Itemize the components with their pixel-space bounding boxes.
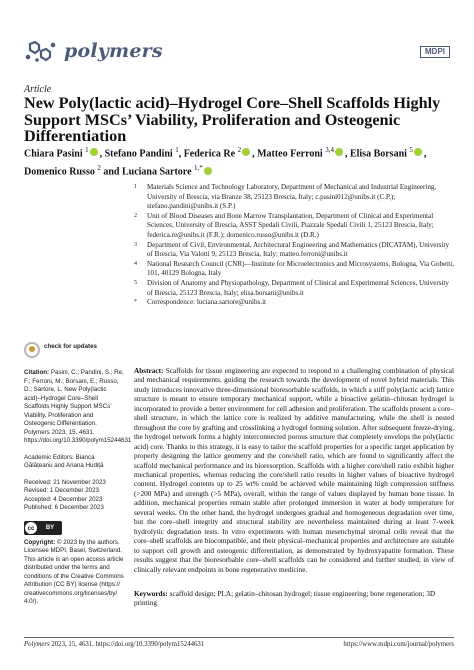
article-type: Article [24, 84, 52, 95]
affiliation-item [134, 183, 454, 212]
author-name[interactable]: Elisa Borsani [349, 148, 407, 160]
affiliation-number: * [134, 299, 137, 306]
author-list: Chiara Pasini $^1$ , Stefano Pandini $^1$, Federica Re $^2$ , Matteo Ferroni $^{3,4}$ , Elisa Borsani $^5$ , Domenico Russo $^2$ and Luciana Sartore $^{1,*}$ [24, 146, 427, 178]
copyright-block [24, 539, 124, 607]
cc-icon: cc [24, 521, 38, 535]
cc-by-license-icon[interactable] [24, 521, 62, 535]
revised-date: Revised: 1 December 2023 [24, 487, 99, 494]
affiliation-text: National Research Council (CNR)—Institute for Microelectronics and Microsystems, Bologna, Via Gobetti, 101, 40129 Bologna, Italy [147, 259, 454, 278]
journal-header [24, 40, 450, 66]
affiliation-list [134, 183, 454, 308]
editors-text: Bianca Gălățeanu and Ariana Hudiță [24, 453, 104, 469]
orcid-icon[interactable] [90, 148, 98, 156]
published-date: Published: 6 December 2023 [24, 504, 104, 511]
affiliation-text: Division of Anatomy and Physiopathology, Department of Clinical and Experimental Sciences, University of Brescia, 25123 Brescia, Italy; elisa.borsani@unibs.it [147, 278, 449, 297]
received-date: Received: 21 November 2023 [24, 478, 106, 486]
author-affiliation-ref: 3,4 [325, 146, 334, 154]
author-affiliation-ref: 2 [97, 164, 101, 173]
orcid-icon[interactable] [335, 148, 343, 156]
footer-doi[interactable]: 2023, 15, 4631. https://doi.org/10.3390/polym15244631 [51, 641, 205, 648]
author-affiliation-ref: 2 [237, 146, 242, 154]
journal-name: polymers [64, 40, 163, 62]
abstract-label: Abstract: [134, 367, 164, 375]
orcid-icon[interactable] [204, 167, 212, 175]
citation-block [24, 369, 132, 446]
author-name[interactable]: Domenico Russo [24, 166, 95, 178]
affiliation-number: 3 [134, 241, 137, 248]
accepted-date: Accepted: 4 December 2023 [24, 495, 103, 503]
footer-journal: Polymers [24, 641, 50, 648]
correspondence-item [134, 298, 454, 308]
author-affiliation-ref: 1 [175, 146, 179, 154]
affiliation-number: 4 [134, 260, 137, 267]
author-affiliation-ref: 1,* [194, 164, 203, 173]
author-name[interactable]: Luciana Sartore [121, 166, 192, 178]
footer-divider [24, 637, 454, 638]
affiliation-number: 1 [134, 184, 137, 190]
editors-block [24, 454, 124, 471]
orcid-icon[interactable] [414, 148, 422, 156]
correspondence-text: Correspondence: luciana.sartore@unibs.it [147, 298, 267, 307]
keywords [134, 590, 454, 609]
by-icon: BY [45, 524, 55, 531]
affiliation-text: Department of Civil, Environmental, Architectural Engineering and Mathematics (DICATAM), University of Brescia, Via Valotti 9, 25123 Brescia, Italy; matteo.ferroni@unibs.it [147, 240, 450, 259]
affiliation-text: Unit of Blood Diseases and Bone Marrow Transplantation, Department of Clinical and Experimental Sciences, University of Brescia, ASST Spedali Civili, Piazzale Spedali Civili 1, 25123 Brescia, Italy; federica.re@unibs.it (F.R.); domenico.russo@unibs.it (D.R.) [147, 211, 434, 239]
article-sidebar [24, 341, 132, 615]
abstract [134, 367, 454, 575]
footer-journal-url[interactable]: https://www.mdpi.com/journal/polymers [343, 641, 454, 648]
author-affiliation-ref: 5 [409, 146, 413, 154]
dates-block [24, 479, 124, 513]
citation-label: Citation: [24, 369, 50, 376]
mdpi-logo: MDPI [420, 46, 450, 58]
article-title: New Poly(lactic acid)–Hydrogel Core–Shell Scaffolds Highly Support MSCs’ Viability, Proliferation and Osteogenic Differentiation [24, 94, 441, 145]
citation-text: Pasini, C.; Pandini, S.; Re, F.; Ferroni, M.; Borsani, E.; Russo, D.; Sartore, L. New Poly(lactic acid)–Hydrogel Core–Shell Scaffolds Highly Support MSCs’ Viability, Proliferation and Osteogenic Differentiation. Polymers 2023, 15, 4631. https://doi.org/10.3390/polym15244631 [24, 369, 132, 444]
affiliation-item [134, 241, 454, 260]
affiliation-item [134, 260, 454, 279]
copyright-label: Copyright: [24, 538, 56, 546]
affiliation-item [134, 279, 454, 298]
editors-label: Academic Editors: [24, 453, 74, 461]
affiliation-number: 5 [134, 279, 137, 286]
keywords-label: Keywords: [134, 590, 168, 598]
author-name[interactable]: Chiara Pasini [24, 148, 83, 160]
footer-citation [24, 641, 204, 648]
keywords-text: scaffold design; PLA; gelatin–chitosan hydrogel; tissue engineering; bone regeneration; 3D printing [134, 590, 436, 608]
check-for-updates-icon [24, 342, 40, 358]
author-name[interactable]: Federica Re [183, 148, 236, 160]
copyright-text: © 2023 by the authors. Licensee MDPI, Basel, Switzerland. This article is an open access article distributed under the terms and conditions of the Creative Commons Attribution (CC BY) license (https:// creativecommons.org/licenses/by/ 4.0/). [24, 538, 124, 605]
polymers-hexagon-icon [24, 40, 58, 64]
orcid-icon[interactable] [242, 148, 250, 156]
affiliation-item [134, 212, 454, 241]
author-affiliation-ref: 1 [85, 146, 89, 154]
check-for-updates-label: check for updates [44, 343, 97, 350]
affiliation-number: 2 [134, 212, 137, 219]
author-name[interactable]: Stefano Pandini [104, 148, 173, 160]
check-for-updates-button[interactable] [24, 341, 124, 363]
abstract-text: Scaffolds for tissue engineering are expected to respond to a challenging combination of physical and mechanical requirements, guiding the research towards the development of novel hybrid materials. This study introduces innovative three-dimensional bioresorbable scaffolds, in which a stiff poly(lactic acid) lattice structure is meant to ensure temporary mechanical support, while a bioactive gelatin–chitosan hydrogel is incorporated to provide a better environment for cell adhesion and proliferation. The scaffolds present a core–shell structure, in which the lattice core is realized by additive manufacturing, while the shell is nested throughout the core by grafting and crosslinking a hydrogel forming solution. After subsequent freeze-drying, the hydrogel network forms a highly interconnected porous structure that completely envelops the poly(lactic acid) core. Thanks to this strategy, it is easy to tailor the scaffold properties for a specific target application by properly designing the lattice geometry and the core/shell ratio, which are found to significantly affect the scaffold mechanical performance and its bioresorption. Scaffolds with a higher core/shell ratio exhibit higher mechanical properties, whereas reducing the core/shell ratio results in higher values of bioactive hydrogel content. Hydrogel contents up to 25 wt% could be achieved while maintaining high compression stiffness (>200 MPa) and strength (>5 MPa), overall, within the range of values displayed by human bone tissue. In addition, mechanical properties remain stable after prolonged immersion in water at body temperature for several weeks. On the other hand, the hydrogel undergoes gradual and homogeneous degradation over time, but the core–shell integrity and structural stability are nevertheless maintained during at least 7-week hydrolytic degradation tests. In vitro experiments with human mesenchymal stromal cells reveal that the core–shell scaffolds are biocompatible, and their physical–mechanical properties and architecture are suitable to support cell growth and osteogenic differentiation, as demonstrated by hydroxyapatite formation. These results suggest that the bioresorbable core–shell scaffolds can be considered and further studied, in view of clinically relevant endpoints in bone regenerative medicine. [134, 367, 454, 574]
affiliation-text: Materials Science and Technology Laboratory, Department of Mechanical and Industrial Engineering, University of Brescia, via Branze 38, 25123 Brescia, Italy; c.pasini012@unibs.it (C.P.); stefano.pandini@unibs.it (S.P.) [147, 183, 437, 211]
author-name[interactable]: Matteo Ferroni [257, 148, 323, 160]
